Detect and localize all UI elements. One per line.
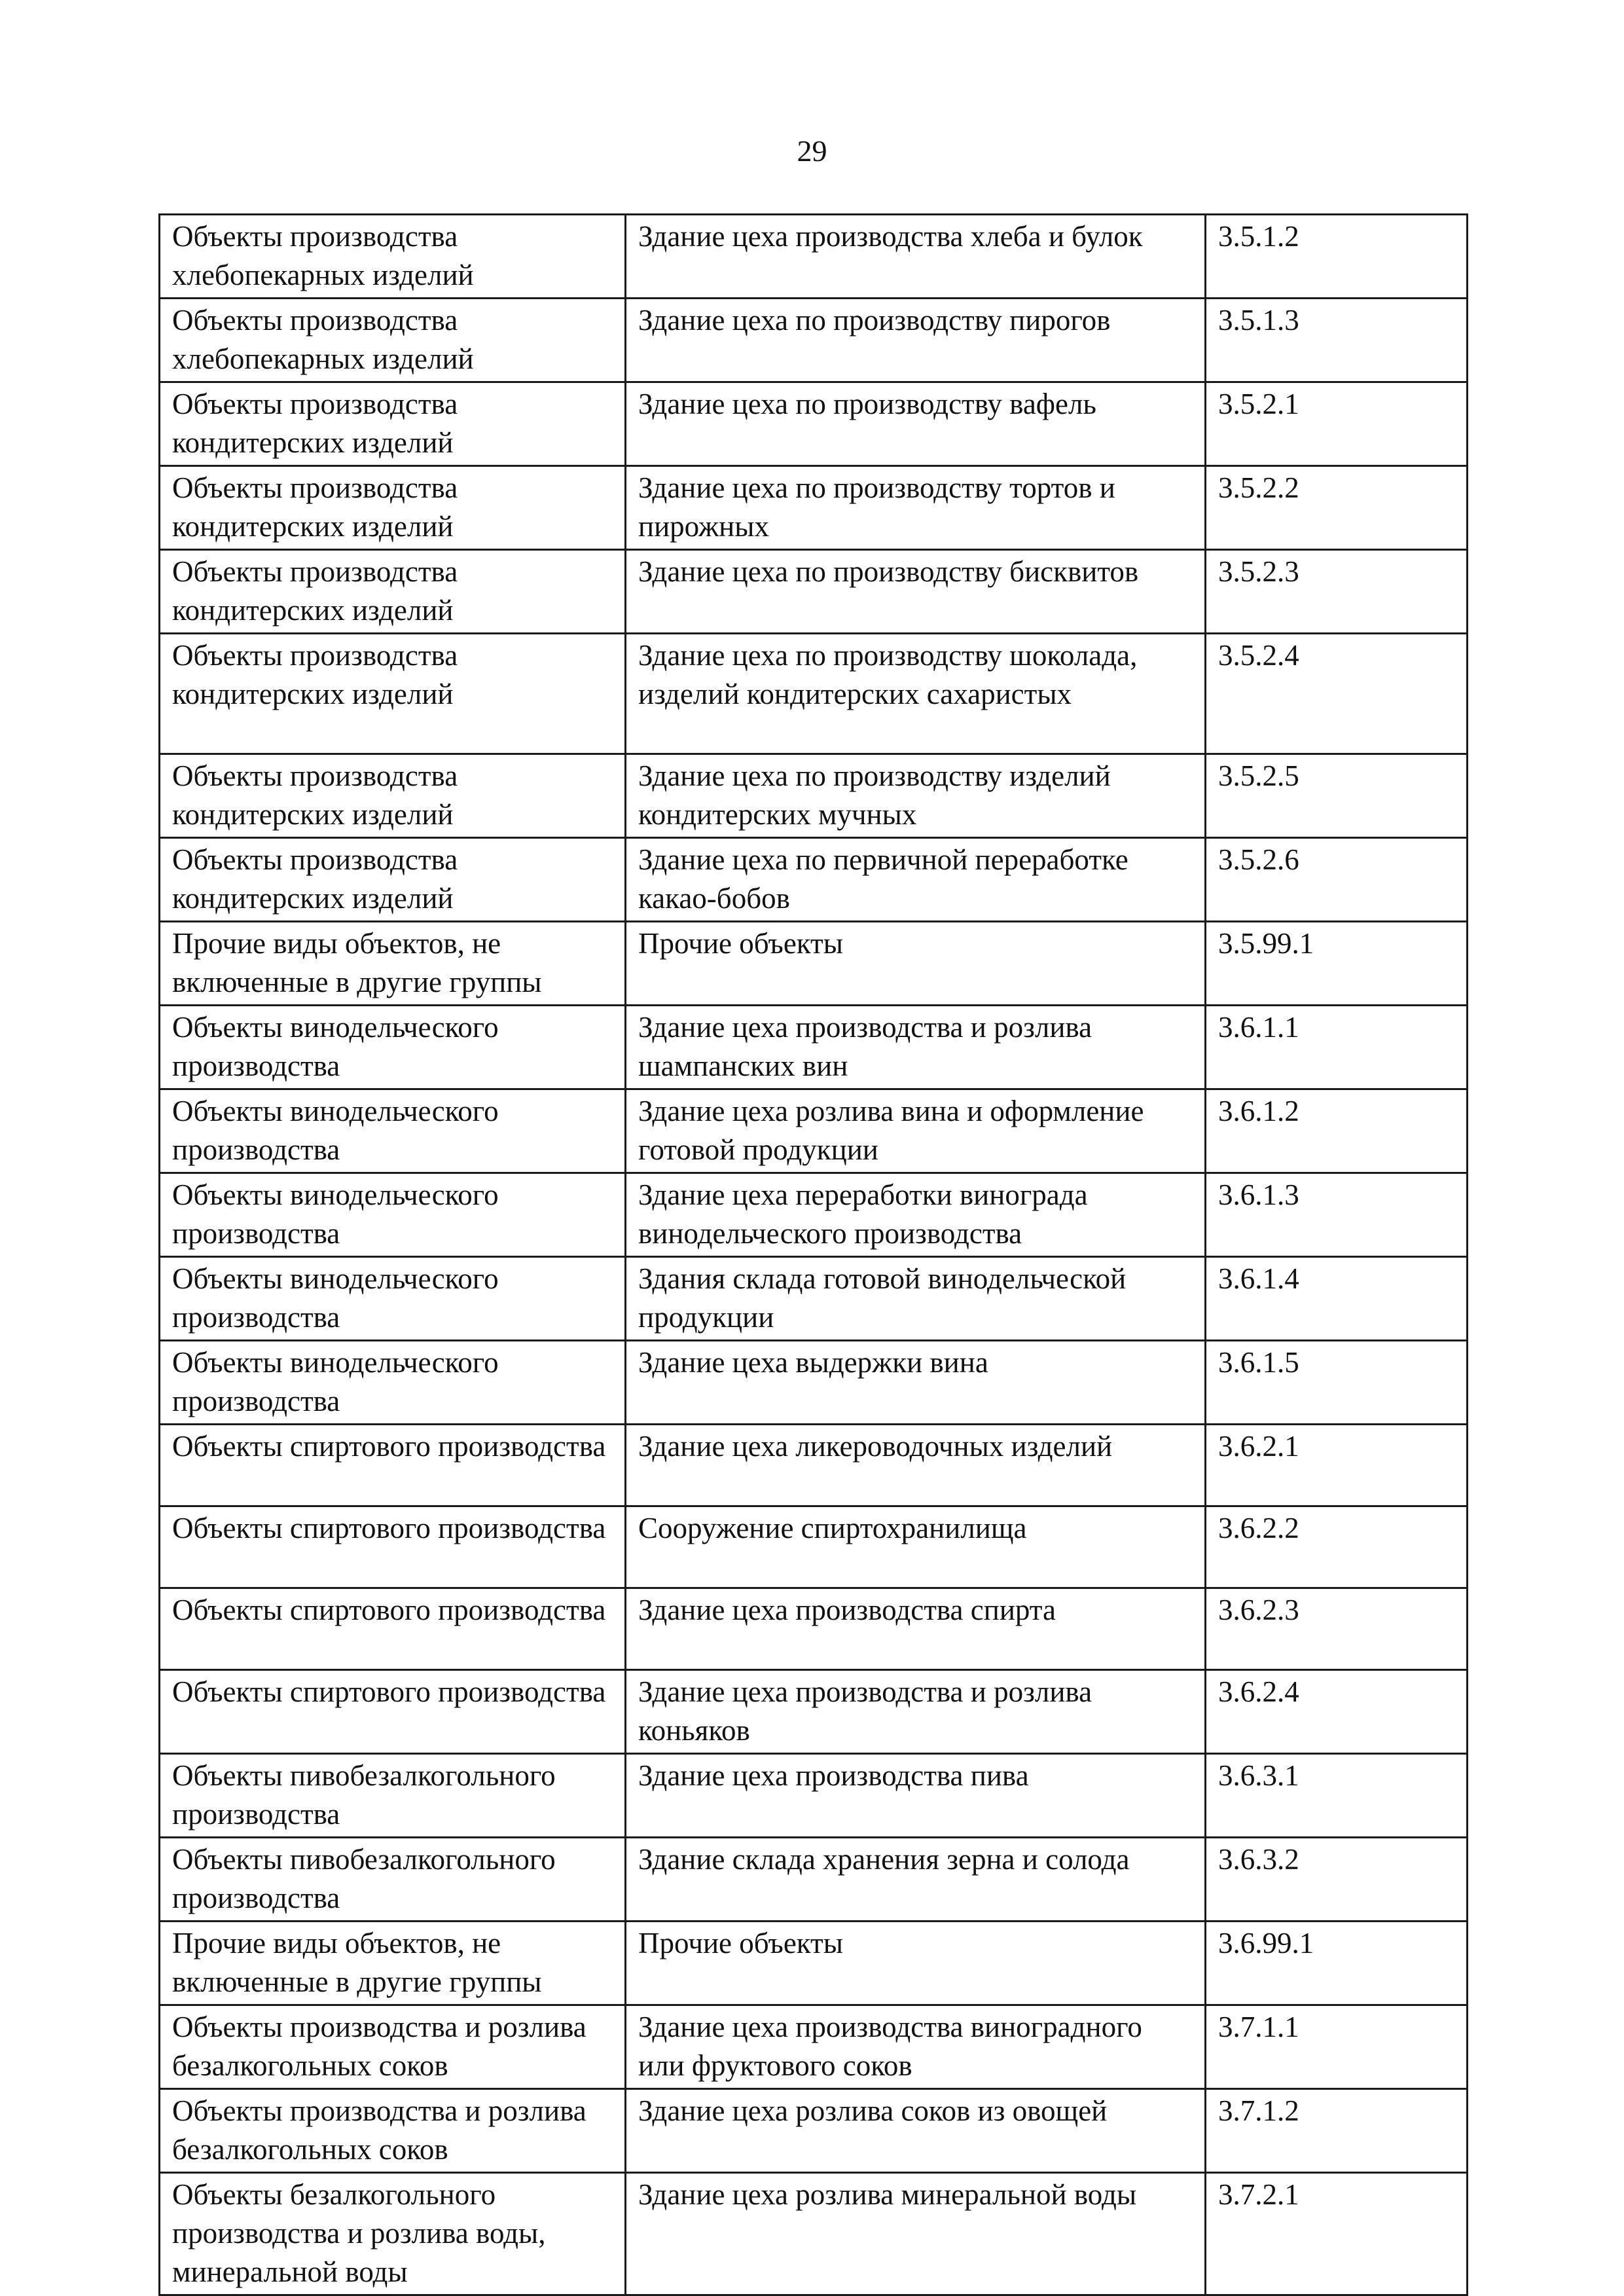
object-code-cell: 3.5.2.5 xyxy=(1206,754,1468,838)
object-code-cell: 3.5.2.2 xyxy=(1206,466,1468,550)
object-code-cell: 3.5.2.4 xyxy=(1206,634,1468,754)
object-group-cell: Прочие виды объектов, не включенные в другие группы xyxy=(160,922,626,1006)
object-name-cell: Здание цеха по производству изделий кондитерских мучных xyxy=(626,754,1206,838)
object-group-cell: Объекты безалкогольного производства и розлива воды, минеральной воды xyxy=(160,2173,626,2295)
object-code-cell: 3.5.1.2 xyxy=(1206,215,1468,299)
object-name-cell: Здание цеха по производству тортов и пирожных xyxy=(626,466,1206,550)
object-code-cell: 3.5.1.3 xyxy=(1206,299,1468,382)
table-row xyxy=(160,2005,1468,2089)
table-row xyxy=(160,1341,1468,1425)
object-group-cell: Прочие виды объектов, не включенные в другие группы xyxy=(160,1922,626,2005)
table-row xyxy=(160,1838,1468,1922)
object-group-cell: Объекты винодельческого производства xyxy=(160,1006,626,1089)
table-row xyxy=(160,922,1468,1006)
table-row xyxy=(160,754,1468,838)
object-code-cell: 3.5.99.1 xyxy=(1206,922,1468,1006)
table-row xyxy=(160,838,1468,922)
table-row xyxy=(160,1754,1468,1838)
table-row xyxy=(160,1425,1468,1506)
object-name-cell: Здание цеха ликероводочных изделий xyxy=(626,1425,1206,1506)
object-name-cell: Здание цеха по первичной переработке какао-бобов xyxy=(626,838,1206,922)
object-group-cell: Объекты винодельческого производства xyxy=(160,1257,626,1341)
table-row xyxy=(160,1588,1468,1670)
table-row xyxy=(160,1670,1468,1754)
object-code-cell: 3.6.3.2 xyxy=(1206,1838,1468,1922)
object-name-cell: Сооружение спиртохранилища xyxy=(626,1506,1206,1588)
table-row xyxy=(160,1089,1468,1173)
object-name-cell: Здание цеха производства виноградного или фруктового соков xyxy=(626,2005,1206,2089)
object-name-cell: Здание цеха производства хлеба и булок xyxy=(626,215,1206,299)
object-group-cell: Объекты спиртового производства xyxy=(160,1506,626,1588)
object-name-cell: Здание цеха по производству бисквитов xyxy=(626,550,1206,634)
table-row xyxy=(160,1506,1468,1588)
object-name-cell: Здание цеха розлива вина и оформление готовой продукции xyxy=(626,1089,1206,1173)
table-row xyxy=(160,634,1468,754)
table-row xyxy=(160,215,1468,299)
object-group-cell: Объекты винодельческого производства xyxy=(160,1173,626,1257)
object-code-cell: 3.7.1.2 xyxy=(1206,2089,1468,2173)
object-code-cell: 3.6.2.1 xyxy=(1206,1425,1468,1506)
object-code-cell: 3.6.1.3 xyxy=(1206,1173,1468,1257)
object-group-cell: Объекты пивобезалкогольного производства xyxy=(160,1754,626,1838)
object-group-cell: Объекты производства хлебопекарных изделий xyxy=(160,299,626,382)
table-row xyxy=(160,1006,1468,1089)
object-group-cell: Объекты производства кондитерских изделий xyxy=(160,754,626,838)
object-group-cell: Объекты производства кондитерских изделий xyxy=(160,382,626,466)
object-name-cell: Здание цеха розлива соков из овощей xyxy=(626,2089,1206,2173)
object-code-cell: 3.6.1.4 xyxy=(1206,1257,1468,1341)
object-name-cell: Здание цеха производства и розлива шампанских вин xyxy=(626,1006,1206,1089)
table-body xyxy=(160,215,1468,2295)
object-group-cell: Объекты производства кондитерских изделий xyxy=(160,466,626,550)
table-row xyxy=(160,299,1468,382)
object-code-cell: 3.6.2.2 xyxy=(1206,1506,1468,1588)
object-group-cell: Объекты винодельческого производства xyxy=(160,1341,626,1425)
object-code-cell: 3.5.2.1 xyxy=(1206,382,1468,466)
object-code-cell: 3.5.2.3 xyxy=(1206,550,1468,634)
object-group-cell: Объекты производства и розлива безалкогольных соков xyxy=(160,2005,626,2089)
table-row xyxy=(160,1173,1468,1257)
object-classification-table xyxy=(158,213,1468,2296)
object-code-cell: 3.6.1.2 xyxy=(1206,1089,1468,1173)
table-row xyxy=(160,1257,1468,1341)
object-group-cell: Объекты спиртового производства xyxy=(160,1425,626,1506)
object-group-cell: Объекты производства кондитерских изделий xyxy=(160,550,626,634)
object-name-cell: Здание цеха производства пива xyxy=(626,1754,1206,1838)
table-row xyxy=(160,550,1468,634)
object-code-cell: 3.6.2.4 xyxy=(1206,1670,1468,1754)
object-name-cell: Здание склада хранения зерна и солода xyxy=(626,1838,1206,1922)
object-name-cell: Прочие объекты xyxy=(626,1922,1206,2005)
object-group-cell: Объекты пивобезалкогольного производства xyxy=(160,1838,626,1922)
table-row xyxy=(160,1922,1468,2005)
object-name-cell: Здание цеха по производству пирогов xyxy=(626,299,1206,382)
object-group-cell: Объекты производства хлебопекарных изделий xyxy=(160,215,626,299)
object-code-cell: 3.6.1.5 xyxy=(1206,1341,1468,1425)
object-code-cell: 3.5.2.6 xyxy=(1206,838,1468,922)
table-row xyxy=(160,382,1468,466)
object-name-cell: Здание цеха розлива минеральной воды xyxy=(626,2173,1206,2295)
object-name-cell: Здание цеха производства спирта xyxy=(626,1588,1206,1670)
object-code-cell: 3.6.99.1 xyxy=(1206,1922,1468,2005)
table-row xyxy=(160,2089,1468,2173)
object-group-cell: Объекты спиртового производства xyxy=(160,1670,626,1754)
object-name-cell: Прочие объекты xyxy=(626,922,1206,1006)
object-group-cell: Объекты производства и розлива безалкогольных соков xyxy=(160,2089,626,2173)
object-name-cell: Здание цеха производства и розлива коньяков xyxy=(626,1670,1206,1754)
object-name-cell: Здание цеха по производству шоколада, изделий кондитерских сахаристых xyxy=(626,634,1206,754)
object-group-cell: Объекты производства кондитерских изделий xyxy=(160,838,626,922)
object-name-cell: Здание цеха выдержки вина xyxy=(626,1341,1206,1425)
object-code-cell: 3.6.3.1 xyxy=(1206,1754,1468,1838)
object-code-cell: 3.6.1.1 xyxy=(1206,1006,1468,1089)
object-code-cell: 3.6.2.3 xyxy=(1206,1588,1468,1670)
object-code-cell: 3.7.2.1 xyxy=(1206,2173,1468,2295)
object-name-cell: Здание цеха по производству вафель xyxy=(626,382,1206,466)
table-row xyxy=(160,2173,1468,2295)
object-group-cell: Объекты производства кондитерских изделий xyxy=(160,634,626,754)
table-row xyxy=(160,466,1468,550)
object-group-cell: Объекты винодельческого производства xyxy=(160,1089,626,1173)
object-name-cell: Здание цеха переработки винограда винодельческого производства xyxy=(626,1173,1206,1257)
object-name-cell: Здания склада готовой винодельческой продукции xyxy=(626,1257,1206,1341)
object-code-cell: 3.7.1.1 xyxy=(1206,2005,1468,2089)
object-group-cell: Объекты спиртового производства xyxy=(160,1588,626,1670)
page-number: 29 xyxy=(797,134,827,168)
